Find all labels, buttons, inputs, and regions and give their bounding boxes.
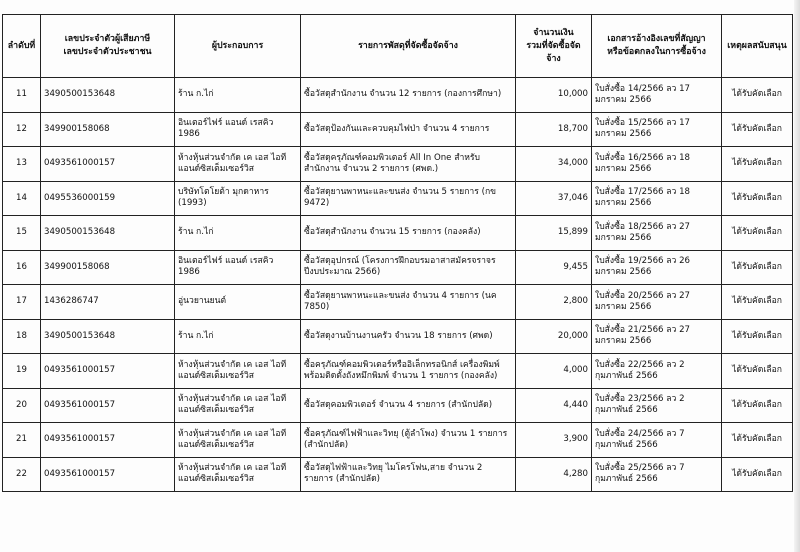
row-reference: ใบสั่งซื้อ 19/2566 ลว 26 มกราคม 2566 [592, 250, 722, 285]
row-vendor: ร้าน ก.ไก่ [175, 216, 301, 251]
row-vendor: ห้างหุ้นส่วนจำกัด เค เอส ไอที แอนด์ซิสเต็มเซอร์วิส [175, 354, 301, 389]
table-row [3, 423, 793, 458]
row-amount: 4,440 [516, 388, 592, 423]
table-row [3, 285, 793, 320]
row-amount: 9,455 [516, 250, 592, 285]
header-no [3, 15, 41, 78]
row-reason: ได้รับคัดเลือก [722, 319, 793, 354]
row-number: 13 [3, 147, 41, 182]
header-tax-id-line2: เลขประจำตัวประชาชน [63, 47, 152, 57]
row-amount: 4,000 [516, 354, 592, 389]
header-reason-label: เหตุผลสนับสนุน [727, 40, 787, 51]
header-amount [516, 15, 592, 78]
row-items: ซื้อวัสดุป้องกันและควบคุมไฟป่า จำนวน 4 รายการ [301, 112, 516, 147]
header-reference-line2: หรือข้อตกลงในการซื้อจ้าง [607, 47, 706, 57]
row-reason: ได้รับคัดเลือก [722, 181, 793, 216]
header-items-label: รายการพัสดุที่จัดซื้อจัดจ้าง [358, 40, 458, 51]
header-reason [722, 15, 793, 78]
header-amount-line1: จำนวนเงิน [533, 27, 574, 38]
row-tax-id: 3490500153648 [41, 319, 175, 354]
row-tax-id: 0493561000157 [41, 423, 175, 458]
row-number: 18 [3, 319, 41, 354]
row-amount: 18,700 [516, 112, 592, 147]
header-items [301, 15, 516, 78]
row-items: ซื้อวัสดุงานบ้านงานครัว จำนวน 18 รายการ (ศพด) [301, 319, 516, 354]
row-tax-id: 0493561000157 [41, 388, 175, 423]
header-reference [592, 15, 722, 78]
row-number: 22 [3, 457, 41, 492]
row-vendor: ห้างหุ้นส่วนจำกัด เค เอส ไอที แอนด์ซิสเต็มเซอร์วิส [175, 457, 301, 492]
procurement-table [2, 14, 793, 492]
row-tax-id: 0493561000157 [41, 354, 175, 389]
row-vendor: ห้างหุ้นส่วนจำกัด เค เอส ไอที แอนด์ซิสเต็มเซอร์วิส [175, 147, 301, 182]
row-reference: ใบสั่งซื้อ 22/2566 ลว 2 กุมภาพันธ์ 2566 [592, 354, 722, 389]
header-no-label: ลำดับที่ [7, 40, 36, 51]
row-items: ซื้อวัสดุไฟฟ้าและวิทยุ ไมโครโฟน,สาย จำนวน 2 รายการ (สำนักปลัด) [301, 457, 516, 492]
row-items: ซื้อวัสดุยานพาหนะและขนส่ง จำนวน 4 รายการ (นค 7850) [301, 285, 516, 320]
table-row [3, 319, 793, 354]
row-reason: ได้รับคัดเลือก [722, 250, 793, 285]
row-reference: ใบสั่งซื้อ 21/2566 ลว 27 มกราคม 2566 [592, 319, 722, 354]
row-reason: ได้รับคัดเลือก [722, 112, 793, 147]
table-header [3, 15, 793, 78]
row-tax-id: 3490500153648 [41, 78, 175, 113]
row-amount: 3,900 [516, 423, 592, 458]
table-row [3, 112, 793, 147]
row-amount: 37,046 [516, 181, 592, 216]
row-reference: ใบสั่งซื้อ 20/2566 ลว 27 มกราคม 2566 [592, 285, 722, 320]
header-vendor-label: ผู้ประกอบการ [211, 40, 264, 51]
row-items: ซื้อวัสดุคอมพิวเตอร์ จำนวน 4 รายการ (สำนักปลัด) [301, 388, 516, 423]
table-row [3, 457, 793, 492]
page-edge-shadow [794, 0, 800, 552]
row-number: 16 [3, 250, 41, 285]
row-tax-id: 0493561000157 [41, 457, 175, 492]
row-number: 12 [3, 112, 41, 147]
row-number: 21 [3, 423, 41, 458]
row-vendor: อินเตอร์ไฟร์ แอนด์ เรสคิว 1986 [175, 250, 301, 285]
row-reason: ได้รับคัดเลือก [722, 147, 793, 182]
row-vendor: ร้าน ก.ไก่ [175, 78, 301, 113]
row-reference: ใบสั่งซื้อ 14/2566 ลว 17 มกราคม 2566 [592, 78, 722, 113]
row-amount: 15,899 [516, 216, 592, 251]
row-items: ซื้อวัสดุยานพาหนะและขนส่ง จำนวน 5 รายการ (กข 9472) [301, 181, 516, 216]
table-row [3, 78, 793, 113]
row-reason: ได้รับคัดเลือก [722, 354, 793, 389]
table-row [3, 250, 793, 285]
table-body [3, 78, 793, 492]
row-vendor: บริษัทโตโยต้า มุกดาหาร (1993) [175, 181, 301, 216]
row-tax-id: 0495536000159 [41, 181, 175, 216]
row-reason: ได้รับคัดเลือก [722, 423, 793, 458]
row-reason: ได้รับคัดเลือก [722, 457, 793, 492]
row-items: ซื้อวัสดุสำนักงาน จำนวน 15 รายการ (กองคลัง) [301, 216, 516, 251]
row-number: 11 [3, 78, 41, 113]
row-amount: 34,000 [516, 147, 592, 182]
row-reference: ใบสั่งซื้อ 17/2566 ลว 18 มกราคม 2566 [592, 181, 722, 216]
table-row [3, 388, 793, 423]
row-reason: ได้รับคัดเลือก [722, 388, 793, 423]
row-vendor: อินเตอร์ไฟร์ แอนด์ เรสคิว 1986 [175, 112, 301, 147]
row-vendor: ร้าน ก.ไก่ [175, 319, 301, 354]
row-number: 14 [3, 181, 41, 216]
table-row [3, 181, 793, 216]
row-number: 20 [3, 388, 41, 423]
row-amount: 10,000 [516, 78, 592, 113]
header-tax-id-line1: เลขประจำตัวผู้เสียภาษี [64, 34, 151, 44]
row-tax-id: 0493561000157 [41, 147, 175, 182]
row-number: 15 [3, 216, 41, 251]
row-vendor: อู่นวยานยนต์ [175, 285, 301, 320]
row-reason: ได้รับคัดเลือก [722, 285, 793, 320]
header-row [3, 15, 793, 78]
row-reference: ใบสั่งซื้อ 23/2566 ลว 2 กุมภาพันธ์ 2566 [592, 388, 722, 423]
table-row [3, 216, 793, 251]
row-reference: ใบสั่งซื้อ 16/2566 ลว 18 มกราคม 2566 [592, 147, 722, 182]
row-items: ซื้อวัสดุสำนักงาน จำนวน 12 รายการ (กองการศึกษา) [301, 78, 516, 113]
row-tax-id: 349900158068 [41, 112, 175, 147]
row-reason: ได้รับคัดเลือก [722, 216, 793, 251]
row-amount: 20,000 [516, 319, 592, 354]
row-tax-id: 3490500153648 [41, 216, 175, 251]
row-vendor: ห้างหุ้นส่วนจำกัด เค เอส ไอที แอนด์ซิสเต็มเซอร์วิส [175, 423, 301, 458]
row-amount: 4,280 [516, 457, 592, 492]
row-amount: 2,800 [516, 285, 592, 320]
row-reason: ได้รับคัดเลือก [722, 78, 793, 113]
row-tax-id: 349900158068 [41, 250, 175, 285]
row-items: ซื้อครุภัณฑ์ไฟฟ้าและวิทยุ (ตู้ลำโพง) จำนวน 1 รายการ (สำนักปลัด) [301, 423, 516, 458]
row-number: 19 [3, 354, 41, 389]
row-reference: ใบสั่งซื้อ 25/2566 ลว 7 กุมภาพันธ์ 2566 [592, 457, 722, 492]
header-amount-line3: จ้าง [546, 53, 561, 64]
row-items: ซื้อวัสดุอุปกรณ์ (โครงการฝึกอบรมอาสาสมัครจราจร ปีงบประมาณ 2566) [301, 250, 516, 285]
row-items: ซื้อวัสดุครุภัณฑ์คอมพิวเตอร์ All In One สำหรับสำนักงาน จำนวน 2 รายการ (ศพด.) [301, 147, 516, 182]
row-number: 17 [3, 285, 41, 320]
header-amount-line2: รวมที่จัดซื้อจัด [526, 40, 581, 51]
row-reference: ใบสั่งซื้อ 18/2566 ลว 27 มกราคม 2566 [592, 216, 722, 251]
row-reference: ใบสั่งซื้อ 15/2566 ลว 17 มกราคม 2566 [592, 112, 722, 147]
row-vendor: ห้างหุ้นส่วนจำกัด เค เอส ไอที แอนด์ซิสเต็มเซอร์วิส [175, 388, 301, 423]
row-reference: ใบสั่งซื้อ 24/2566 ลว 7 กุมภาพันธ์ 2566 [592, 423, 722, 458]
row-tax-id: 1436286747 [41, 285, 175, 320]
table-row [3, 147, 793, 182]
row-items: ซื้อครุภัณฑ์คอมพิวเตอร์หรืออิเล็กทรอนิกส์ เครื่องพิมพ์ พร้อมติดตั้งถังหมึกพิมพ์ จำนวน 1 รายการ (กองคลัง) [301, 354, 516, 389]
header-vendor [175, 15, 301, 78]
table-row [3, 354, 793, 389]
header-reference-line1: เอกสารอ้างอิงเลขที่สัญญา [607, 34, 706, 44]
header-tax-id [41, 15, 175, 78]
